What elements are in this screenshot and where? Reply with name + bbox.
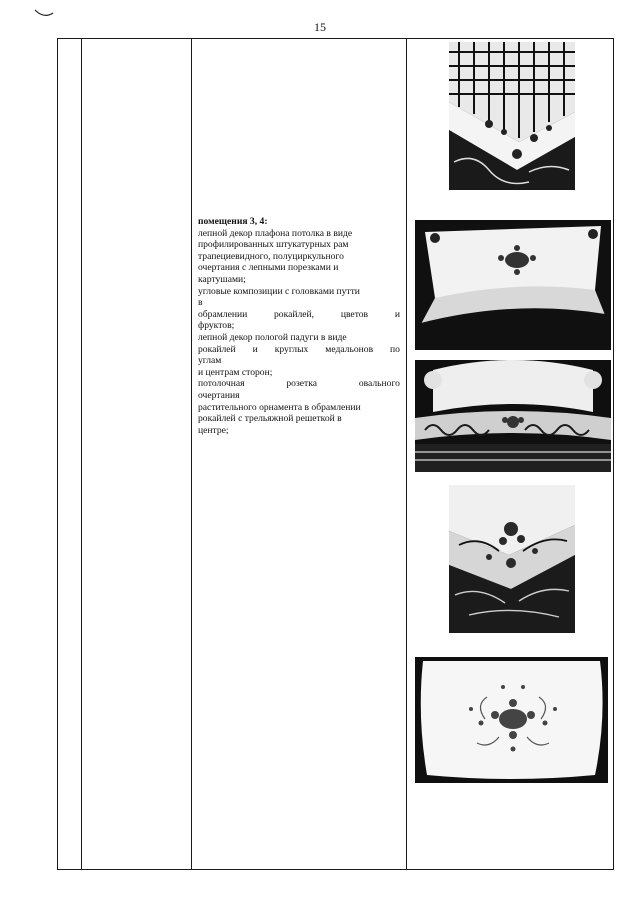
description-line-justified — [198, 378, 400, 390]
description-line: фруктов; — [198, 320, 235, 332]
photo-cornice-rocaille — [415, 360, 611, 472]
description-line: и центрам сторон; — [198, 366, 273, 378]
description-line: центре; — [198, 424, 229, 436]
description-line: в — [198, 297, 203, 309]
description-line: очертания — [198, 389, 240, 401]
description-line: рокайлей с трельяжной решеткой в — [198, 413, 342, 425]
word: рокайлей — [198, 343, 236, 355]
description-line: очертания с лепными порезками и — [198, 262, 339, 274]
description-line: трапециевидного, полуциркульного — [198, 250, 344, 262]
scan-mark — [34, 6, 54, 18]
word: круглых — [274, 343, 309, 355]
word: и — [394, 308, 400, 320]
description-line: угловые композиции с головками путти — [198, 285, 360, 297]
word: цветов — [340, 308, 369, 320]
word: и — [252, 343, 258, 355]
word: розетка — [286, 378, 317, 390]
description-line: лепной декор пологой падуги в виде — [198, 331, 347, 343]
word: потолочная — [198, 378, 245, 390]
page-number: 15 — [314, 20, 326, 34]
description-line: растительного орнамента в обрамлении — [198, 401, 361, 413]
word: медальонов — [325, 343, 374, 355]
word: по — [390, 343, 400, 355]
word: рокайлей, — [274, 308, 315, 320]
photo-ceiling-rosette — [415, 220, 611, 350]
description-text — [198, 216, 400, 436]
word: овального — [358, 378, 400, 390]
description-line-justified — [198, 309, 400, 321]
photo-corner-composition — [449, 485, 575, 633]
description-line-justified — [198, 344, 400, 356]
word: обрамлении — [198, 308, 248, 320]
description-line: лепной декор плафона потолка в виде — [198, 227, 353, 239]
photo-oval-rosette — [415, 657, 608, 783]
photo-ceiling-lattice — [449, 42, 575, 190]
description-line: углам — [198, 355, 222, 367]
description-line: картушами; — [198, 273, 246, 285]
description-heading: помещения 3, 4: — [198, 216, 268, 227]
description-line: профилированных штукатурных рам — [198, 239, 349, 251]
